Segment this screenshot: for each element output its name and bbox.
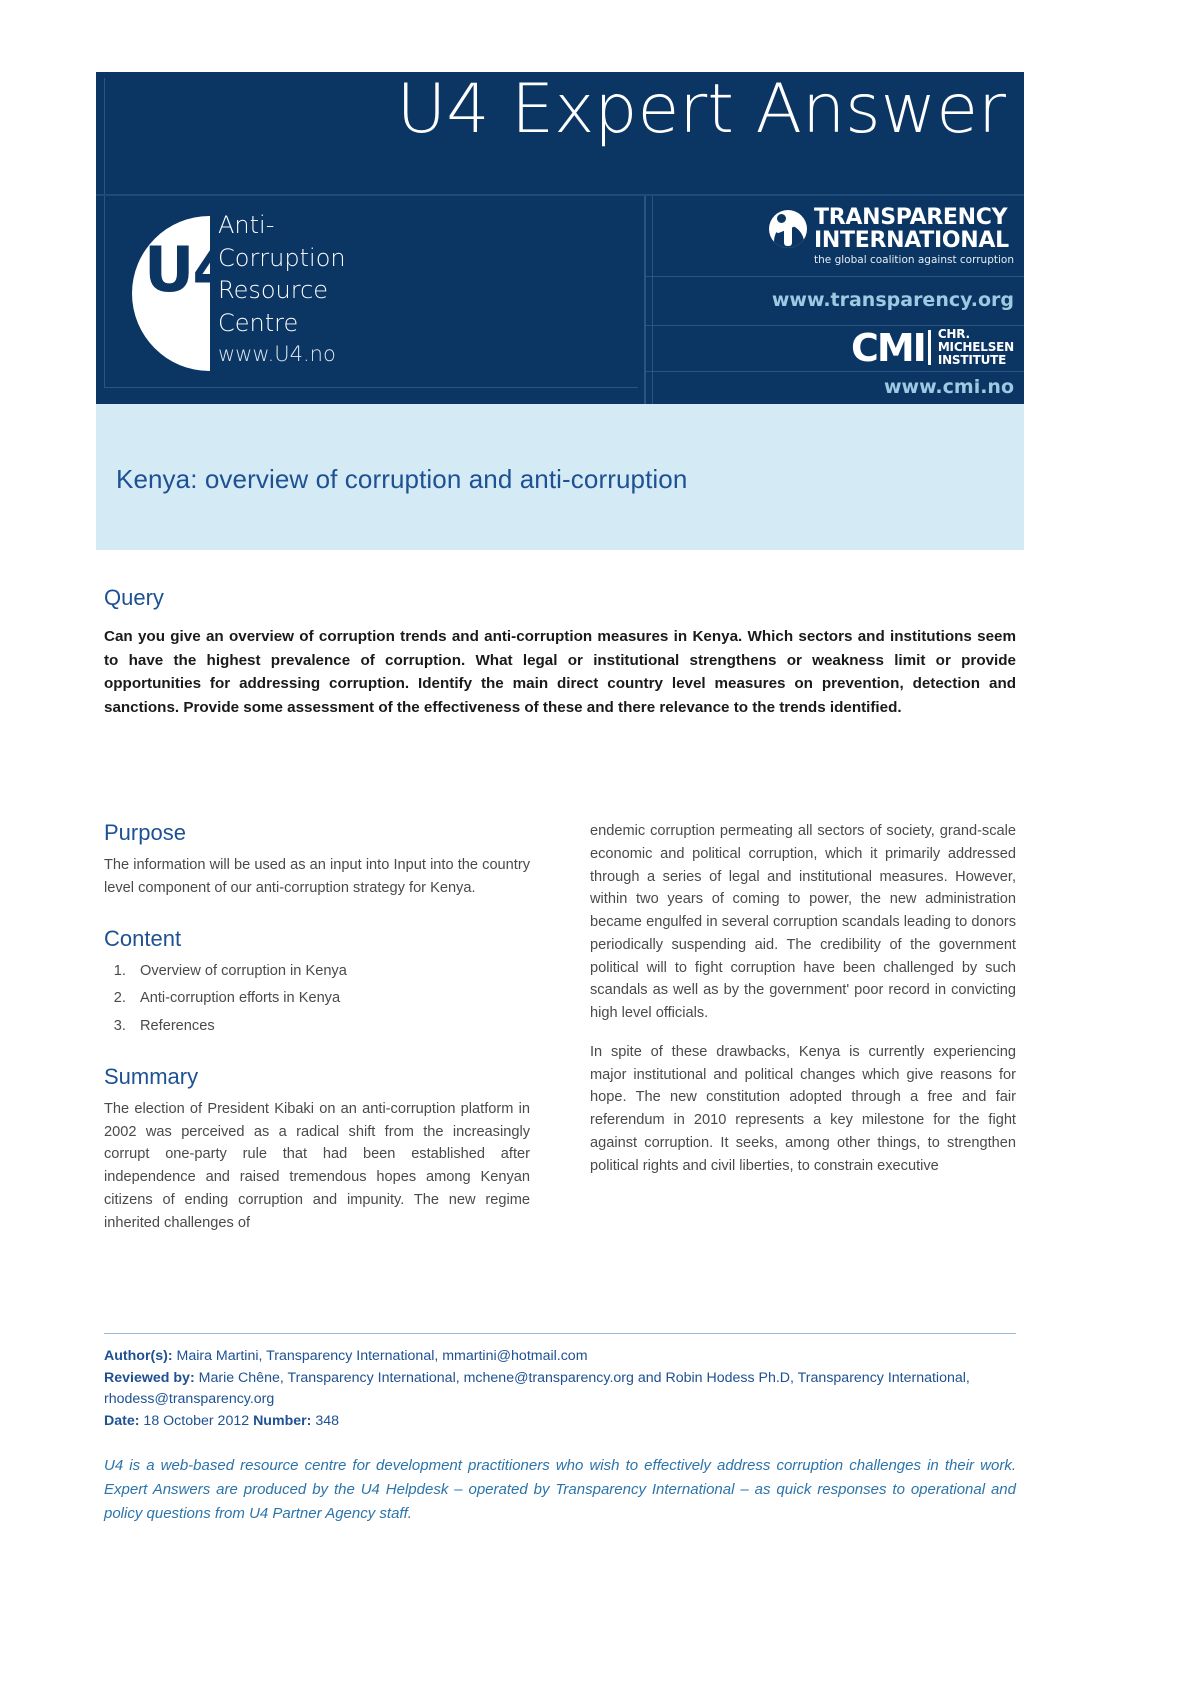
number-label: Number: — [253, 1412, 312, 1429]
query-text: Can you give an overview of corruption trends and anti-corruption measures in Kenya. Which sectors and institutions seem to have the highest prevalence of corruption. What legal or institutional strengthens or weakness limit or provide opportunities for addressing corruption. Identify the main direct country level measures on prevention, detection and sanctions. Provide some assessment of the effectiveness of these and there relevance to the trends identified. — [104, 628, 1016, 716]
cmi-logo-mark: CMI — [850, 325, 925, 370]
document-header — [96, 72, 1024, 404]
purpose-text: The information will be used as an input into Input into the country level component of our anti-corruption strategy for Kenya. — [104, 857, 530, 896]
two-column-body — [104, 820, 1016, 1300]
number-value: 348 — [311, 1412, 340, 1429]
partner-logos-cell — [646, 196, 1024, 404]
footer-note: U4 is a web-based resource centre for development practitioners who wish to effectively address corruption challenges in their work. Expert Answers are produced by the U4 Helpdesk – operated by Transparency International – as quick responses to operational and policy questions from U4 Partner Agency staff. — [104, 1457, 1016, 1523]
authors-value: Maira Martini, Transparency International, mmartini@hotmail.com — [172, 1348, 588, 1364]
page-title: Kenya: overview of corruption and anti-corruption — [116, 464, 688, 494]
list-item: 1. Overview of corruption in Kenya — [130, 960, 530, 983]
list-item: 3. References — [130, 1015, 530, 1038]
u4-word-line-2: Corruption — [218, 243, 346, 272]
masthead-title: U4 Expert Answer — [396, 70, 1006, 149]
cmi-logo — [850, 325, 1014, 370]
ti-name-line-2: INTERNATIONAL — [814, 227, 1009, 253]
transparency-url-cell — [646, 277, 1024, 326]
cmi-sub-line-1: CHR. — [937, 327, 970, 341]
u4-website-url[interactable]: www.U4.no — [218, 341, 336, 366]
cmi-divider-bar — [928, 330, 931, 365]
u4-logo-icon — [132, 216, 234, 371]
ti-wordmark — [814, 207, 1014, 266]
document-footer — [104, 1333, 1016, 1526]
left-column — [104, 820, 530, 1300]
u4-word-line-3: Resource — [218, 276, 329, 305]
right-column — [590, 820, 1016, 1300]
content-heading: Content — [104, 925, 182, 951]
u4-logo-cell — [96, 196, 646, 404]
u4-logo-mark: U4 — [144, 233, 234, 306]
ti-name-line-1: TRANSPARENCY — [814, 205, 1008, 230]
authors-label: Author(s): — [104, 1348, 173, 1364]
summary-text-right-2: In spite of these drawbacks, Kenya is currently experiencing major institutional and political changes which give reasons for hope. The new constitution adopted through a free and fair referendum in 2010 represents a key milestone for the fight against corruption. It seeks, among other things, to strengthen political rights and civil liberties, to constrain executive — [590, 1043, 1016, 1174]
query-section — [104, 585, 1016, 719]
reviewers-line — [104, 1368, 1016, 1411]
date-value: 18 October 2012 — [139, 1412, 254, 1429]
cmi-website-url[interactable]: www.cmi.no — [883, 376, 1014, 398]
cmi-url-cell — [646, 372, 1024, 404]
cmi-subtitle — [938, 328, 1014, 368]
query-heading: Query — [104, 585, 164, 610]
u4-logo-wordmark — [218, 209, 346, 368]
logos-row — [96, 196, 1024, 404]
transparency-website-url[interactable]: www.transparency.org — [771, 289, 1014, 311]
ti-tagline: the global coalition against corruption — [814, 254, 1014, 267]
summary-text-right-1: endemic corruption permeating all sectors of society, grand-scale economic and political corruption, which it primarily addressed through a series of legal and institutional measures. However, within two years of coming to power, the new administration became engulfed in several corruption scandals leading to donors periodically suspending aid. The credibility of the government political will to fight corruption have been challenged by such scandals as well as by the government' poor record in convicting high level officials. — [590, 823, 1016, 1022]
ti-globe-icon — [769, 210, 807, 248]
footer-metadata — [104, 1346, 1016, 1432]
masthead-banner — [96, 72, 1024, 196]
authors-line — [104, 1346, 1016, 1368]
cmi-sub-line-2: MICHELSEN — [937, 340, 1014, 355]
purpose-heading: Purpose — [104, 820, 186, 845]
date-label: Date: — [104, 1412, 140, 1429]
reviewed-value: Marie Chêne, Transparency International, mchene@transparency.org and Robin Hodess Ph.D, Transparency International, rhodess@transparency.org — [104, 1369, 970, 1408]
cmi-logo-cell — [646, 326, 1024, 372]
date-number-line — [104, 1411, 1016, 1433]
u4-word-line-4: Centre — [218, 308, 299, 337]
u4-word-line-1: Anti- — [218, 211, 275, 239]
reviewed-label: Reviewed by: — [104, 1369, 195, 1386]
footer-divider — [104, 1333, 1016, 1334]
cmi-sub-line-3: INSTITUTE — [937, 353, 1007, 368]
summary-text-left: The election of President Kibaki on an anti-corruption platform in 2002 was perceived as a radical shift from the increasingly corrupt one-party rule that had been established after independence and raised tremendous hopes among Kenyan citizens of ending corruption and impunity. The new regime inherited challenges of — [104, 1100, 530, 1231]
transparency-international-cell — [646, 196, 1024, 277]
summary-heading: Summary — [104, 1063, 199, 1089]
transparency-international-logo — [769, 207, 1014, 266]
title-band — [96, 404, 1024, 550]
list-item: 2. Anti-corruption efforts in Kenya — [130, 987, 530, 1010]
content-list — [104, 960, 530, 1038]
